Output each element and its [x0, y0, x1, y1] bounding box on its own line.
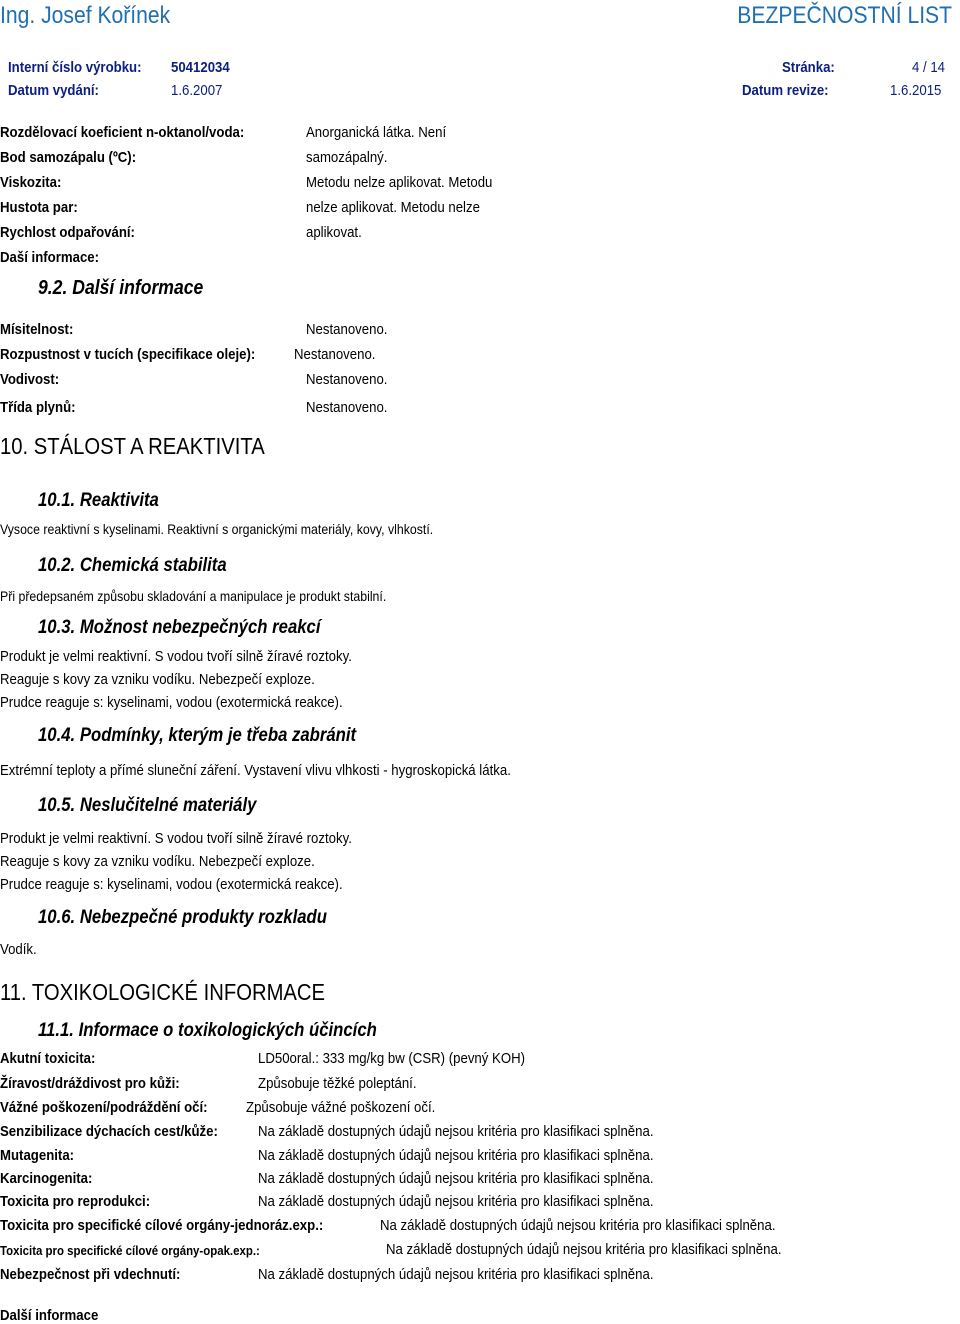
section-11-heading: 11. TOXIKOLOGICKÉ INFORMACE: [0, 979, 326, 1005]
tox-label: Nebezpečnost při vdechnutí:: [0, 1266, 181, 1283]
tox-value: Na základě dostupných údajů nejsou kritéria pro klasifikaci splněna.: [258, 1193, 654, 1210]
hazard-reaction-line: Produkt je velmi reaktivní. S vodou tvoří silně žíravé roztoky.: [0, 648, 352, 665]
section-11-1-heading: 11.1. Informace o toxikologických účincích: [38, 1020, 377, 1041]
tox-label: Senzibilizace dýchacích cest/kůže:: [0, 1123, 218, 1140]
page-number: 4 / 14: [912, 59, 946, 76]
reactivity-text: Vysoce reaktivní s kyselinami. Reaktivní s organickými materiály, kovy, vlhkostí.: [0, 521, 434, 537]
tox-value: Na základě dostupných údajů nejsou kritéria pro klasifikaci splněna.: [258, 1170, 654, 1187]
company-name: Ing. Josef Kořínek: [0, 2, 171, 29]
s92-label: Mísitelnost:: [0, 321, 74, 338]
tox-value: Způsobuje těžké poleptání.: [258, 1075, 417, 1092]
property-label: Bod samozápalu (ºC):: [0, 149, 137, 166]
property-label: Viskozita:: [0, 174, 62, 191]
tox-value: LD50oral.: 333 mg/kg bw (CSR) (pevný KOH): [258, 1050, 526, 1067]
s92-value: Nestanoveno.: [306, 371, 388, 388]
page-label: Stránka:: [782, 59, 835, 76]
s92-value: Nestanoveno.: [306, 321, 388, 338]
issue-date-label: Datum vydání:: [8, 82, 99, 99]
revision-date-label: Datum revize:: [742, 82, 829, 99]
property-label: Hustota par:: [0, 199, 78, 216]
tox-value: Na základě dostupných údajů nejsou kritéria pro klasifikaci splněna.: [258, 1123, 654, 1140]
incompatible-line: Produkt je velmi reaktivní. S vodou tvoří silně žíravé roztoky.: [0, 830, 352, 847]
property-label: Rychlost odpařování:: [0, 224, 135, 241]
section-10-6-heading: 10.6. Nebezpečné produkty rozkladu: [38, 907, 327, 928]
property-label: Rozdělovací koeficient n-oktanol/voda:: [0, 124, 245, 141]
tox-label: Toxicita pro specifické cílové orgány-jednoráz.exp.:: [0, 1217, 324, 1234]
tox-label: Žíravost/dráždivost pro kůži:: [0, 1075, 180, 1092]
tox-value: Způsobuje vážné poškození očí.: [246, 1099, 436, 1116]
tox-label: Karcinogenita:: [0, 1170, 93, 1187]
property-value: aplikovat.: [306, 224, 362, 241]
tox-label: Toxicita pro specifické cílové orgány-opak.exp.:: [0, 1243, 260, 1258]
hazard-reaction-line: Prudce reaguje s: kyselinami, vodou (exotermická reakce).: [0, 694, 343, 711]
product-number: 50412034: [171, 59, 230, 76]
issue-date: 1.6.2007: [171, 82, 223, 99]
incompatible-line: Prudce reaguje s: kyselinami, vodou (exotermická reakce).: [0, 876, 343, 893]
property-value: samozápalný.: [306, 149, 388, 166]
tox-label: Mutagenita:: [0, 1147, 75, 1164]
s92-value: Nestanoveno.: [294, 346, 376, 363]
tox-value: Na základě dostupných údajů nejsou kritéria pro klasifikaci splněna.: [258, 1266, 654, 1283]
incompatible-line: Reaguje s kovy za vzniku vodíku. Nebezpečí exploze.: [0, 853, 315, 870]
section-10-2-heading: 10.2. Chemická stabilita: [38, 555, 227, 576]
revision-date: 1.6.2015: [890, 82, 942, 99]
s92-label: Vodivost:: [0, 371, 60, 388]
property-label: Daší informace:: [0, 249, 100, 266]
property-value: Anorganická látka. Není: [306, 124, 447, 141]
further-info-label: Další informace: [0, 1307, 99, 1324]
hazard-reaction-line: Reaguje s kovy za vzniku vodíku. Nebezpečí exploze.: [0, 671, 315, 688]
s92-label: Rozpustnost v tucích (specifikace oleje):: [0, 346, 256, 363]
tox-value: Na základě dostupných údajů nejsou kritéria pro klasifikaci splněna.: [386, 1241, 782, 1258]
section-10-4-heading: 10.4. Podmínky, kterým je třeba zabránit: [38, 725, 357, 746]
property-value: nelze aplikovat. Metodu nelze: [306, 199, 480, 216]
property-value: Metodu nelze aplikovat. Metodu: [306, 174, 493, 191]
section-10-heading: 10. STÁLOST A REAKTIVITA: [0, 433, 265, 459]
stability-text: Při předepsaném způsobu skladování a manipulace je produkt stabilní.: [0, 588, 387, 604]
conditions-avoid-text: Extrémní teploty a přímé sluneční záření. Vystavení vlivu vlhkosti - hygroskopická látka.: [0, 762, 511, 779]
document-title: BEZPEČNOSTNÍ LIST: [737, 2, 952, 29]
section-10-3-heading: 10.3. Možnost nebezpečných reakcí: [38, 617, 321, 638]
section-9-2-heading: 9.2. Další informace: [38, 277, 204, 299]
tox-value: Na základě dostupných údajů nejsou kritéria pro klasifikaci splněna.: [258, 1147, 654, 1164]
tox-label: Akutní toxicita:: [0, 1050, 96, 1067]
tox-value: Na základě dostupných údajů nejsou kritéria pro klasifikaci splněna.: [380, 1217, 776, 1234]
section-10-1-heading: 10.1. Reaktivita: [38, 490, 159, 511]
tox-label: Vážné poškození/podráždění očí:: [0, 1099, 208, 1116]
product-number-label: Interní číslo výrobku:: [8, 59, 142, 76]
s92-value: Nestanoveno.: [306, 399, 388, 416]
decomposition-products-text: Vodík.: [0, 941, 37, 958]
tox-label: Toxicita pro reprodukci:: [0, 1193, 151, 1210]
s92-label: Třída plynů:: [0, 399, 76, 416]
section-10-5-heading: 10.5. Neslučitelné materiály: [38, 795, 257, 816]
